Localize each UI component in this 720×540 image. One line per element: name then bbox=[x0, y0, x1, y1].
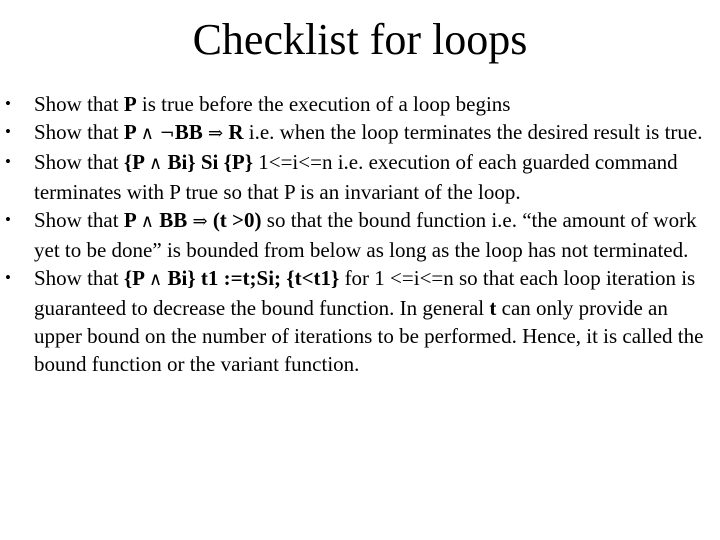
bullet-text-run: so that the bound function i.e. “the amount of work yet to be done” is bounded from below as long as the loop has not terminated. bbox=[34, 208, 697, 262]
bullet-text-run: t bbox=[489, 296, 497, 320]
bullet-text-run: Bi} Si {P} bbox=[162, 150, 253, 174]
bullet-text-run: ∧ bbox=[149, 269, 163, 290]
bullet-text-run: Show that bbox=[34, 92, 124, 116]
bullet-text-run: ∧ ¬ bbox=[140, 123, 175, 144]
bullet-text-run: i.e. when the loop terminates the desired result is true. bbox=[243, 120, 703, 144]
bullet-text-run: for 1 <=i<=n so that each loop iteration is guaranteed to decrease the bound function. In general bbox=[34, 266, 696, 320]
bullet-text-run: P bbox=[123, 208, 141, 232]
bullet-list bbox=[0, 90, 712, 378]
bullet-text-run: BB bbox=[174, 120, 209, 144]
bullet-text-run: Show that bbox=[34, 208, 124, 232]
slide-title: Checklist for loops bbox=[192, 15, 528, 64]
bullet-text-run: Show that bbox=[34, 266, 124, 290]
bullet-text-run: {P bbox=[123, 266, 150, 290]
bullet-text-run: Bi} t1 :=t;Si; {t<t1} bbox=[162, 266, 340, 290]
bullet-item bbox=[0, 90, 712, 118]
bullet-item bbox=[0, 148, 712, 206]
bullet-dot-icon: • bbox=[5, 122, 11, 141]
bullet-text-run: Show that bbox=[34, 120, 124, 144]
bullet-text-run: P bbox=[123, 120, 141, 144]
bullet-text-run: ⇒ bbox=[192, 211, 208, 232]
bullet-text-run: ⇒ bbox=[208, 123, 224, 144]
bullet-text-run: (t >0) bbox=[207, 208, 262, 232]
bullet-text-run: R bbox=[223, 120, 244, 144]
bullet-text-run: {P bbox=[123, 150, 150, 174]
bullet-text-run: can only provide an upper bound on the number of iterations to be performed. Hence, it is called the bound function or the variant function. bbox=[34, 296, 704, 376]
bullet-text-run: P bbox=[123, 92, 137, 116]
bullet-text-run: Show that bbox=[34, 150, 124, 174]
bullet-dot-icon: • bbox=[5, 210, 11, 229]
bullet-item bbox=[0, 206, 712, 264]
bullet-text-run: 1<=i<=n i.e. execution of each guarded command terminates with P true so that P is an invariant of the loop. bbox=[34, 150, 678, 204]
bullet-item bbox=[0, 264, 712, 378]
bullet-dot-icon: • bbox=[5, 268, 11, 287]
bullet-text-run: ∧ bbox=[149, 153, 163, 174]
bullet-text-run: is true before the execution of a loop begins bbox=[136, 92, 511, 116]
bullet-dot-icon: • bbox=[5, 152, 11, 171]
bullet-text-run: BB bbox=[153, 208, 193, 232]
bullet-item bbox=[0, 118, 712, 148]
bullet-dot-icon: • bbox=[5, 94, 11, 113]
bullet-text-run: ∧ bbox=[140, 211, 154, 232]
